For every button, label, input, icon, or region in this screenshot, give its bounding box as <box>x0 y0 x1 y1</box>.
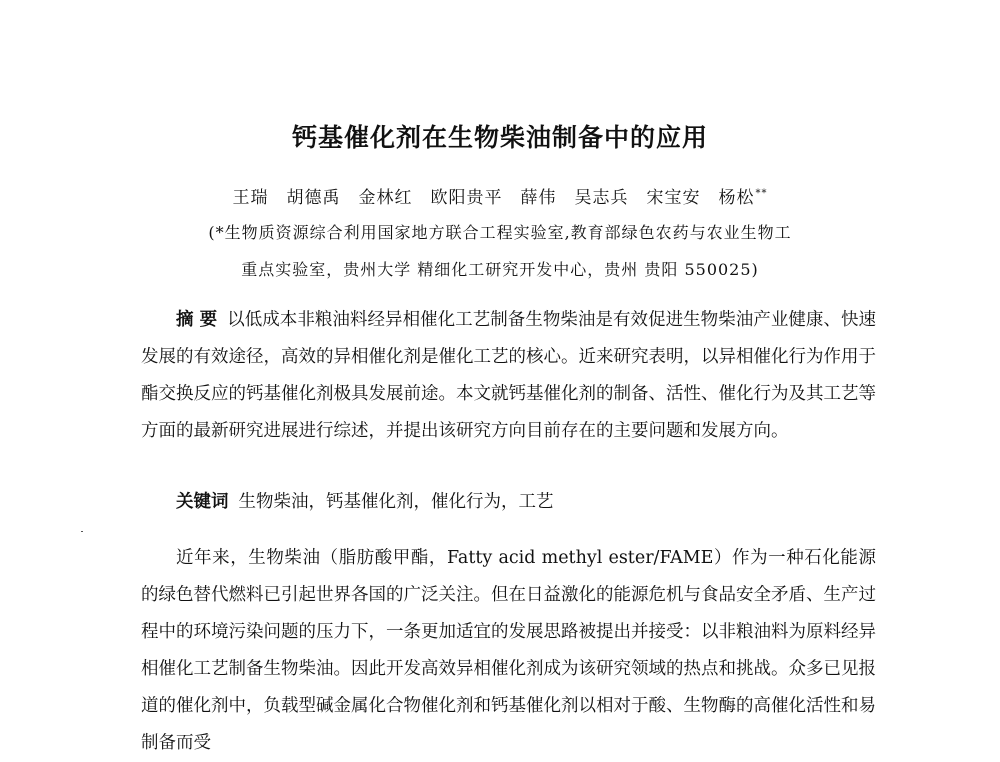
author-list <box>0 183 1000 208</box>
keywords-text: 生物柴油，钙基催化剂，催化行为，工艺 <box>238 492 554 512</box>
keywords-line <box>176 488 554 513</box>
abstract-text: 以低成本非粮油料经异相催化工艺制备生物柴油是有效促进生物柴油产业健康、快速发展的有效途径，高效的异相催化剂是催化工艺的核心。近来研究表明，以异相催化行为作用于酯交换反应的钙基催化剂极具发展前途。本文就钙基催化剂的制备、活性、催化行为及其工艺等方面的最新研究进展进行综述，并提出该研究方向目前存在的主要问题和发展方向。 <box>141 310 876 441</box>
keywords-label: 关键词 <box>176 492 229 512</box>
paper-title: 钙基催化剂在生物柴油制备中的应用 <box>291 123 708 152</box>
abstract-label: 摘 要 <box>176 310 218 330</box>
margin-mark <box>81 531 83 532</box>
introduction-section <box>141 540 876 762</box>
abstract-section <box>141 302 876 450</box>
affiliation-line-1: (*生物质资源综合利用国家地方联合工程实验室,教育部绿色农药与农业生物工 <box>208 223 792 242</box>
corresponding-author-mark: ** <box>755 188 768 200</box>
affiliation-line-2: 重点实验室，贵州大学 精细化工研究开发中心，贵州 贵阳 550025) <box>241 260 759 279</box>
author-names: 王瑞 胡德禹 金林红 欧阳贵平 薛伟 吴志兵 宋宝安 杨松 <box>232 188 755 208</box>
introduction-paragraph: 近年来，生物柴油（脂肪酸甲酯，Fatty acid methyl ester/FAME）作为一种石化能源的绿色替代燃料已引起世界各国的广泛关注。但在日益激化的能源危机与食品安全矛盾、生产过程中的环境污染问题的压力下，一条更加适宜的发展思路被提出并接受：以非粮油料为原料经异相催化工艺制备生物柴油。因此开发高效异相催化剂成为该研究领域的热点和挑战。众多已见报道的催化剂中，负载型碱金属化合物催化剂和钙基催化剂以相对于酸、生物酶的高催化活性和易制备而受 <box>141 548 876 753</box>
abstract-paragraph <box>141 302 876 450</box>
